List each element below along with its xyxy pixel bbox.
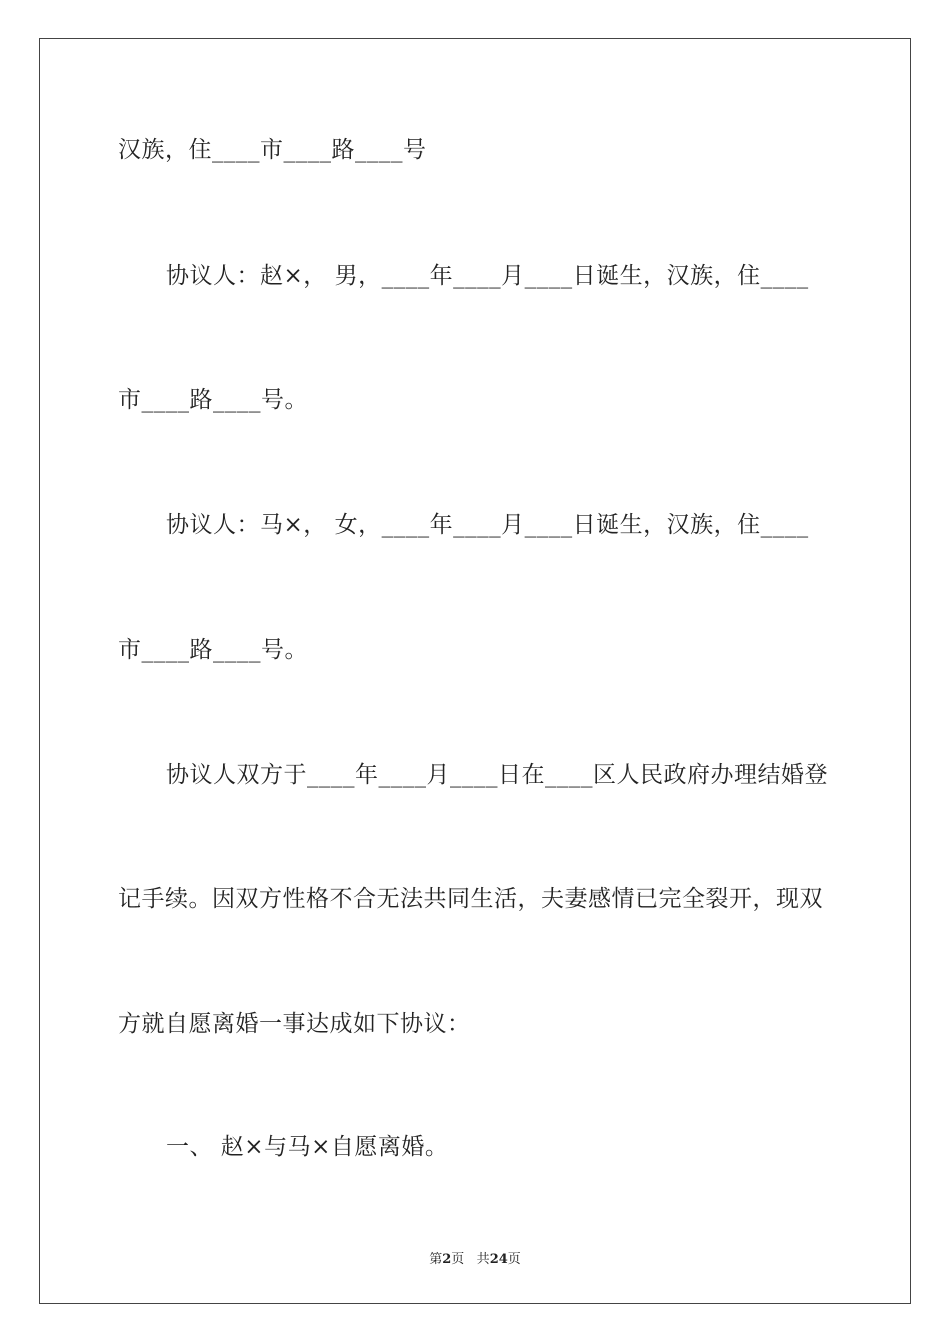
page-footer — [0, 1248, 950, 1267]
footer-total-pages: 24 — [489, 1252, 508, 1267]
footer-prefix: 第 — [429, 1252, 443, 1267]
footer-total-prefix: 共 — [476, 1252, 490, 1267]
text-line-1: 汉族，住____市____路____号 — [118, 137, 427, 163]
text-line-3: 市____路____号。 — [118, 387, 308, 413]
text-line-5: 市____路____号。 — [118, 637, 308, 663]
text-line-2: 协议人：赵×， 男，____年____月____日诞生，汉族，住____ — [166, 263, 809, 289]
text-line-9: 一、 赵×与马×自愿离婚。 — [166, 1134, 449, 1160]
text-line-7: 记手续。因双方性格不合无法共同生活，夫妻感情已完全裂开，现双 — [118, 886, 823, 912]
footer-page-number: 2 — [442, 1252, 452, 1267]
text-line-6: 协议人双方于____年____月____日在____区人民政府办理结婚登 — [166, 762, 828, 788]
page-border — [39, 38, 911, 1304]
footer-total-suffix: 页 — [507, 1252, 521, 1267]
footer-page-suffix: 页 — [451, 1252, 465, 1267]
text-line-4: 协议人：马×， 女，____年____月____日诞生，汉族，住____ — [166, 512, 809, 538]
text-line-8: 方就自愿离婚一事达成如下协议： — [118, 1011, 471, 1037]
